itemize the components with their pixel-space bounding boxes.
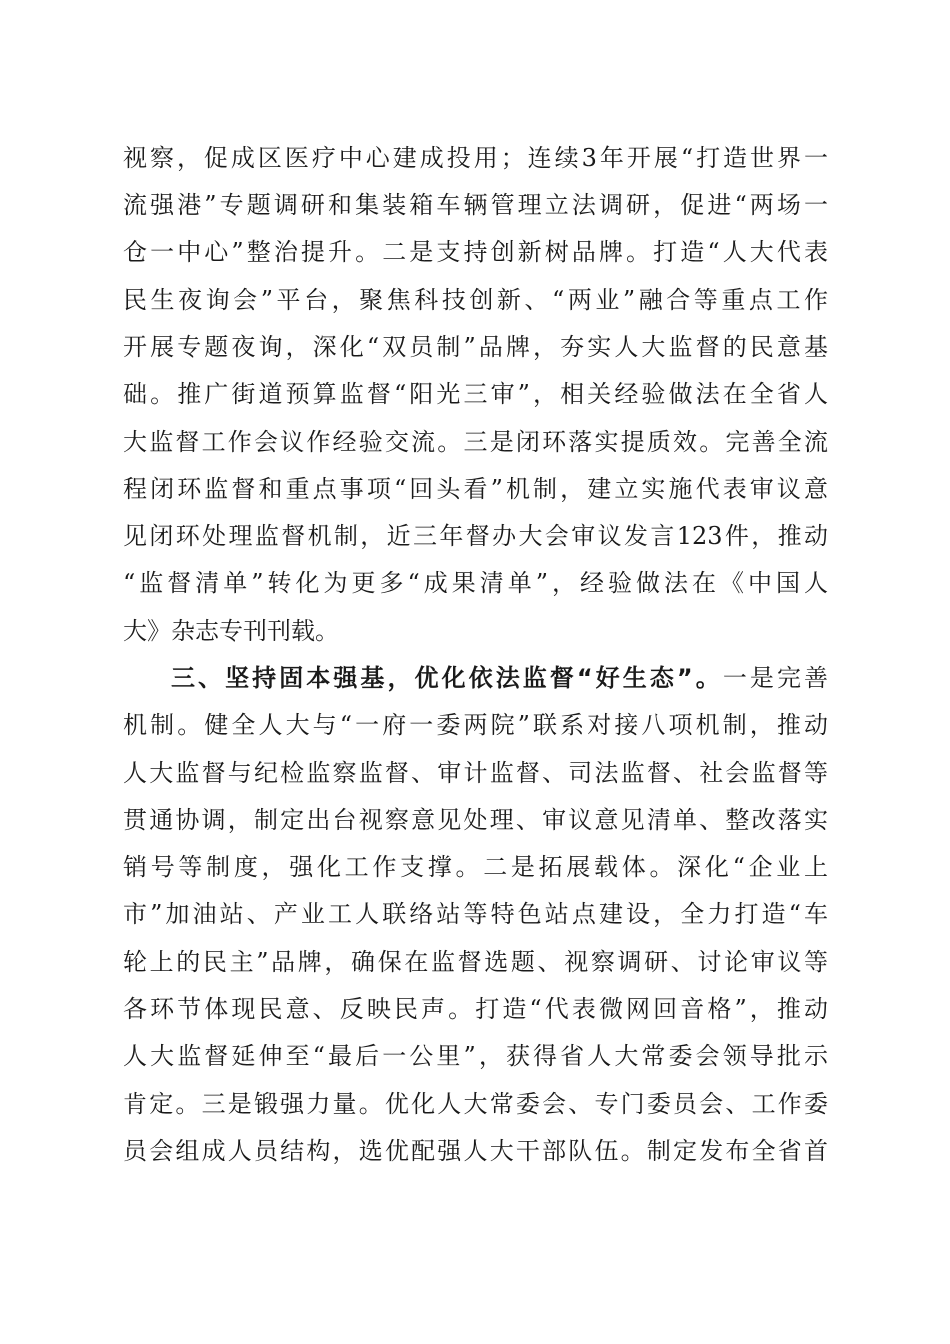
text-line: 视察，促成区医疗中心建成投用；连续3年开展“打造世界一 [123, 144, 828, 172]
text-line: 贯通协调，制定出台视察意见处理、审议意见清单、整改落实 [123, 806, 828, 834]
text-line: 见闭环处理监督机制，近三年督办大会审议发言123件，推动 [123, 522, 828, 550]
text-line: 础。推广街道预算监督“阳光三审”，相关经验做法在全省人 [123, 380, 828, 408]
text-line: 肯定。三是锻强力量。优化人大常委会、专门委员会、工作委 [123, 1090, 828, 1118]
text-line: 员会组成人员结构，选优配强人大干部队伍。制定发布全省首 [123, 1137, 828, 1165]
section-heading: 三、坚持固本强基，优化依法监督“好生态”。 [171, 664, 723, 692]
text-line: 人大监督与纪检监察监督、审计监督、司法监督、社会监督等 [123, 759, 828, 787]
text-line: 轮上的民主”品牌，确保在监督选题、视察调研、讨论审议等 [123, 948, 828, 976]
text-line: 销号等制度，强化工作支撑。二是拓展载体。深化“企业上 [123, 853, 828, 881]
text-line: 流强港”专题调研和集装箱车辆管理立法调研，促进“两场一 [123, 191, 828, 219]
section-heading-line [171, 658, 828, 698]
text-line: 民生夜询会”平台，聚焦科技创新、“两业”融合等重点工作 [123, 286, 828, 314]
text-line: 市”加油站、产业工人联络站等特色站点建设，全力打造“车 [123, 900, 828, 928]
text-line: 大》杂志专刊刊载。 [123, 617, 339, 645]
text-line: 机制。健全人大与“一府一委两院”联系对接八项机制，推动 [123, 711, 828, 739]
text-line: 程闭环监督和重点事项“回头看”机制，建立实施代表审议意 [123, 475, 828, 503]
text-line: 仓一中心”整治提升。二是支持创新树品牌。打造“人大代表 [123, 238, 828, 266]
text-line: 各环节体现民意、反映民声。打造“代表微网回音格”，推动 [123, 995, 828, 1023]
section-heading-rest: 一是完善 [722, 664, 828, 692]
text-line: 开展专题夜询，深化“双员制”品牌，夯实人大监督的民意基 [123, 333, 828, 361]
text-line: “监督清单”转化为更多“成果清单”，经验做法在《中国人 [123, 569, 828, 597]
text-line: 大监督工作会议作经验交流。三是闭环落实提质效。完善全流 [123, 428, 828, 456]
text-line: 人大监督延伸至“最后一公里”，获得省人大常委会领导批示 [123, 1042, 828, 1070]
